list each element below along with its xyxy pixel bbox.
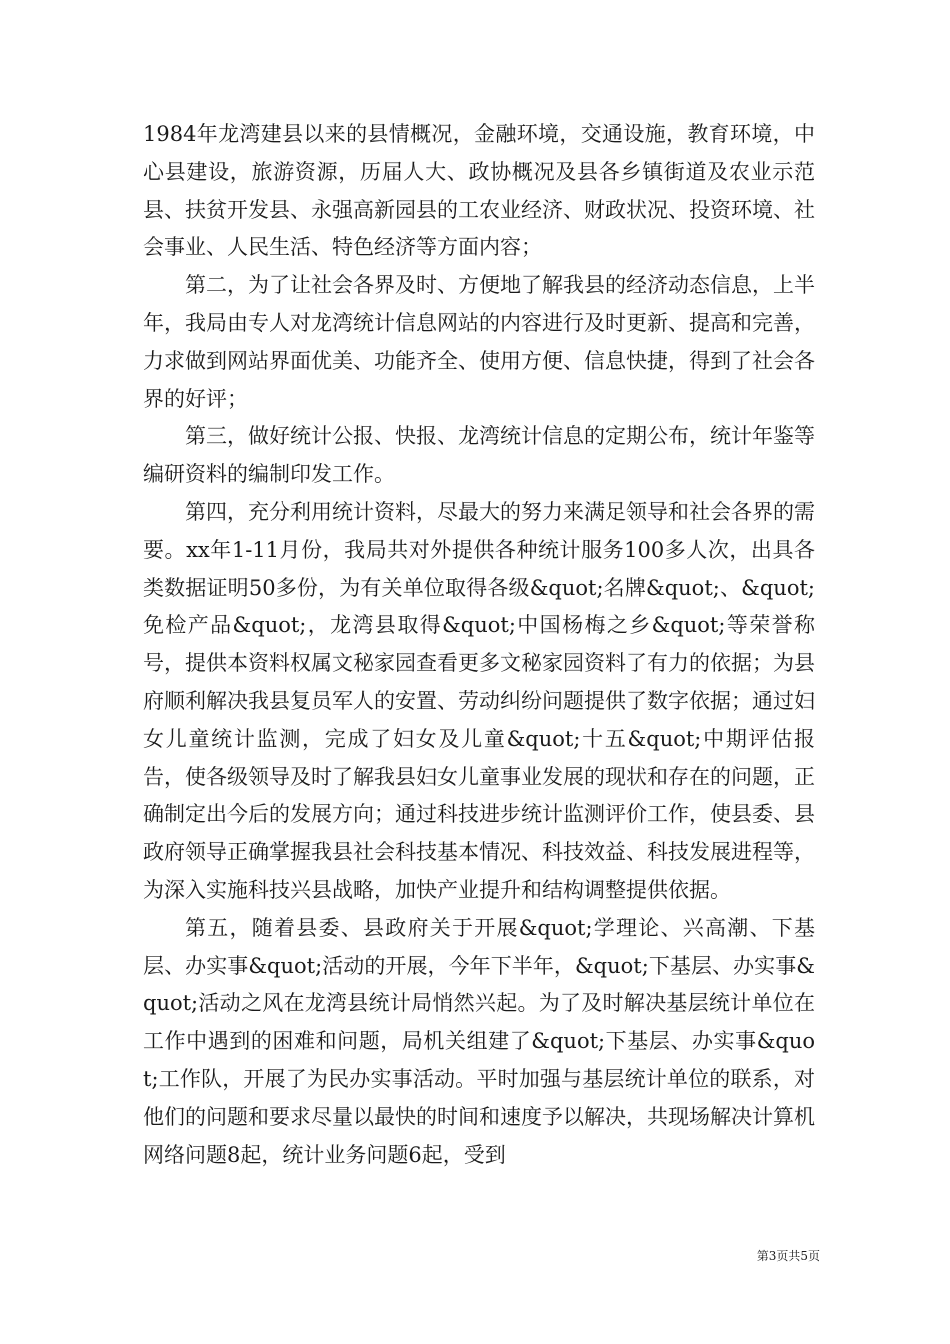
paragraph-3: 第三，做好统计公报、快报、龙湾统计信息的定期公布，统计年鉴等编研资料的编制印发工作。 — [143, 424, 815, 487]
paragraph-4: 第四，充分利用统计资料，尽最大的努力来满足领导和社会各界的需要。xx年1-11月份，我局共对外提供各种统计服务100多人次，出具各类数据证明50多份，为有关单位取得各级&quot;名牌&quot;、&quot;免检产品&quot;，龙湾县取得&quot;中国杨梅之乡&quot;等荣誉称号，提供本资料权属文秘家园查看更多文秘家园资料了有力的依据；为县府顺利解决我县复员军人的安置、劳动纠纷问题提供了数字依据；通过妇女儿童统计监测，完成了妇女及儿童&quot;十五&quot;中期评估报告，使各级领导及时了解我县妇女儿童事业发展的现状和存在的问题，正确制定出今后的发展方向；通过科技进步统计监测评价工作，使县委、县政府领导正确掌握我县社会科技基本情况、科技效益、科技发展进程等，为深入实施科技兴县战略，加快产业提升和结构调整提供依据。 — [143, 499, 815, 902]
paragraph-1: 1984年龙湾建县以来的县情概况，金融环境，交通设施，教育环境，中心县建设，旅游资源，历届人大、政协概况及县各乡镇街道及农业示范县、扶贫开发县、永强高新园县的工农业经济、财政状况、投资环境、社会事业、人民生活、特色经济等方面内容； — [143, 122, 815, 260]
document-body — [143, 116, 815, 1174]
paragraph-5: 第五，随着县委、县政府关于开展&quot;学理论、兴高潮、下基层、办实事&quot;活动的开展，今年下半年，&quot;下基层、办实事&quot;活动之风在龙湾县统计局悄然兴起。为了及时解决基层统计单位在工作中遇到的困难和问题，局机关组建了&quot;下基层、办实事&quot;工作队，开展了为民办实事活动。平时加强与基层统计单位的联系，对他们的问题和要求尽量以最快的时间和速度予以解决，共现场解决计算机网络问题8起，统计业务问题6起，受到 — [143, 915, 815, 1167]
page-number-footer: 第3页共5页 — [756, 1249, 820, 1263]
paragraph-2: 第二，为了让社会各界及时、方便地了解我县的经济动态信息，上半年，我局由专人对龙湾统计信息网站的内容进行及时更新、提高和完善，力求做到网站界面优美、功能齐全、使用方便、信息快捷，得到了社会各界的好评； — [143, 273, 815, 411]
